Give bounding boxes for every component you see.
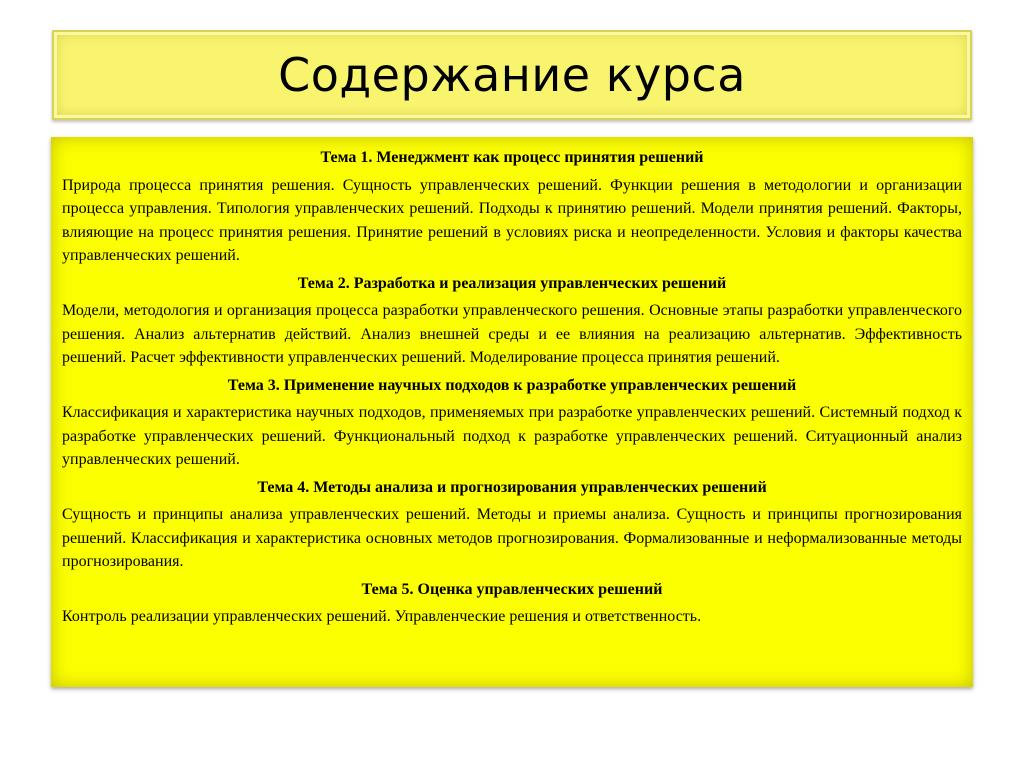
topic-4-heading: Тема 4. Методы анализа и прогнозирования управленческих решений [257,478,767,496]
topic-3-body: Классификация и характеристика научных подходов, применяемых при разработке управленческих решений. Системный подход к разработке управленческих решений. Функциональный подход к разработке управленческих решений. Ситуационный анализ управленческих решений. [62,404,962,468]
topic-2-heading: Тема 2. Разработка и реализация управленческих решений [297,274,727,292]
course-content-box [51,137,973,687]
topic-4-body: Сущность и принципы анализа управленческих решений. Методы и приемы анализа. Сущность и принципы прогнозирования решений. Классификация и характеристика основных методов прогнозирования. Формализованные и неформализованные методы прогнозирования. [62,506,962,570]
topic-5-heading: Тема 5. Оценка управленческих решений [361,580,663,598]
topic-1-heading: Тема 1. Менеджмент как процесс принятия решений [320,149,704,166]
topic-5-body: Контроль реализации управленческих решений. Управленческие решения и ответственность. [62,608,702,625]
topic-3-heading: Тема 3. Применение научных подходов к разработке управленческих решений [227,376,797,394]
topic-2-body: Модели, методология и организация процесса разработки управленческого решения. Основные этапы разработки управленческого решения. Анализ альтернатив действий. Анализ внешней среды и ее влияния на реализацию альтернатив. Эффективность решений. Расчет эффективности управленческих решений. Моделирование процесса принятия решений. [62,302,962,366]
topic-1-body: Природа процесса принятия решения. Сущность управленческих решений. Функции решения в методологии и организации процесса управления. Типология управленческих решений. Подходы к принятию решений. Модели принятия решений. Факторы, влияющие на процесс принятия решения. Принятие решений в условиях риска и неопределенности. Условия и факторы качества управленческих решений. [62,176,962,264]
slide-title: Содержание курса [278,48,746,102]
title-box [52,30,972,120]
